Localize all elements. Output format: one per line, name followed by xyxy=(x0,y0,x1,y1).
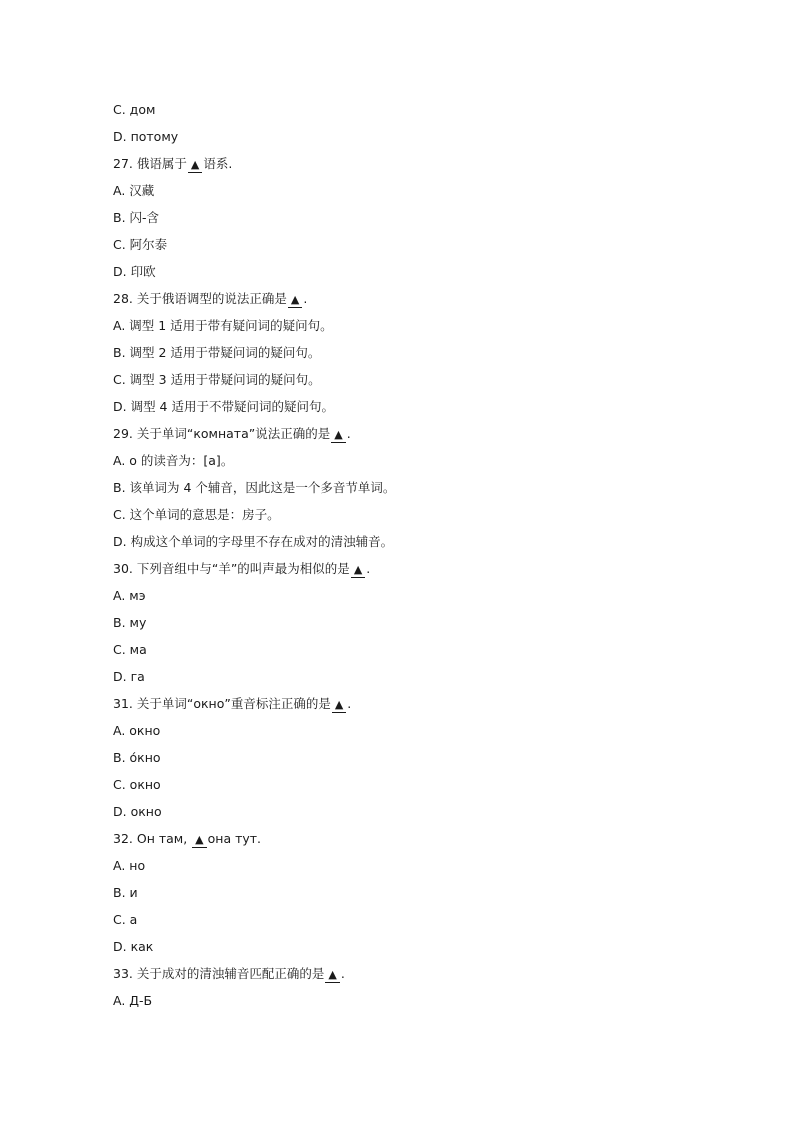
question-text-tail: . xyxy=(366,561,371,576)
answer-option: B. 该单词为 4 个辅音，因此这是一个多音节单词。 xyxy=(113,480,396,495)
answer-blank: ▲ xyxy=(188,158,202,173)
answer-blank: ▲ xyxy=(325,968,339,983)
answer-option: C. 阿尔泰 xyxy=(113,237,168,252)
answer-option: D. га xyxy=(113,669,145,684)
answer-option: B. и xyxy=(113,885,138,900)
answer-option: A. о 的读音为：[a]。 xyxy=(113,453,234,468)
answer-blank: ▲ xyxy=(351,563,365,578)
answer-option: B. 闪-含 xyxy=(113,210,160,225)
answer-option: D. потому xyxy=(113,129,179,144)
answer-option: C. ма xyxy=(113,642,147,657)
question-text: 30. 下列音组中与“羊”的叫声最为相似的是 xyxy=(113,561,350,576)
question-text-tail: . xyxy=(340,966,345,981)
answer-option: A. мэ xyxy=(113,588,146,603)
answer-option: C. 调型 3 适用于带疑问词的疑问句。 xyxy=(113,372,321,387)
answer-blank: ▲ xyxy=(331,428,345,443)
answer-blank: ▲ xyxy=(288,293,302,308)
answer-option: A. но xyxy=(113,858,146,873)
question-text-tail: . xyxy=(303,291,308,306)
answer-option: C. дом xyxy=(113,102,156,117)
question-text: 27. 俄语属于 xyxy=(113,156,187,171)
answer-option: D. окно xyxy=(113,804,162,819)
answer-option: A. окно xyxy=(113,723,161,738)
answer-option: D. как xyxy=(113,939,154,954)
question-stem xyxy=(113,692,733,719)
question-text-tail: 语系. xyxy=(203,156,233,171)
question-stem xyxy=(113,422,733,449)
answer-option: A. 汉藏 xyxy=(113,183,155,198)
answer-option: B. 调型 2 适用于带疑问词的疑问句。 xyxy=(113,345,321,360)
answer-option: D. 调型 4 适用于不带疑问词的疑问句。 xyxy=(113,399,334,414)
question-text: 33. 关于成对的清浊辅音匹配正确的是 xyxy=(113,966,325,981)
answer-option: C. 这个单词的意思是：房子。 xyxy=(113,507,280,522)
question-stem xyxy=(113,287,733,314)
answer-option: B. о́кно xyxy=(113,750,161,765)
question-stem xyxy=(113,962,733,989)
answer-option: D. 构成这个单词的字母里不存在成对的清浊辅音。 xyxy=(113,534,394,549)
answer-option: A. Д-Б xyxy=(113,993,153,1008)
question-text: 32. Он там, xyxy=(113,831,192,846)
answer-option: B. му xyxy=(113,615,147,630)
question-text: 29. 关于单词“комната”说法正确的是 xyxy=(113,426,331,441)
answer-option: C. окно xyxy=(113,777,161,792)
answer-option: D. 印欧 xyxy=(113,264,156,279)
answer-option: A. 调型 1 适用于带有疑问词的疑问句。 xyxy=(113,318,333,333)
exam-page xyxy=(113,98,733,1016)
question-text: 31. 关于单词“окно”重音标注正确的是 xyxy=(113,696,331,711)
question-stem xyxy=(113,152,733,179)
question-text-tail: . xyxy=(347,696,352,711)
question-stem xyxy=(113,827,733,854)
question-text-tail: . xyxy=(346,426,351,441)
answer-blank: ▲ xyxy=(192,833,206,848)
answer-option: C. а xyxy=(113,912,138,927)
question-text: 28. 关于俄语调型的说法正确是 xyxy=(113,291,287,306)
question-stem xyxy=(113,557,733,584)
question-text-tail: она тут. xyxy=(207,831,262,846)
answer-blank: ▲ xyxy=(332,698,346,713)
